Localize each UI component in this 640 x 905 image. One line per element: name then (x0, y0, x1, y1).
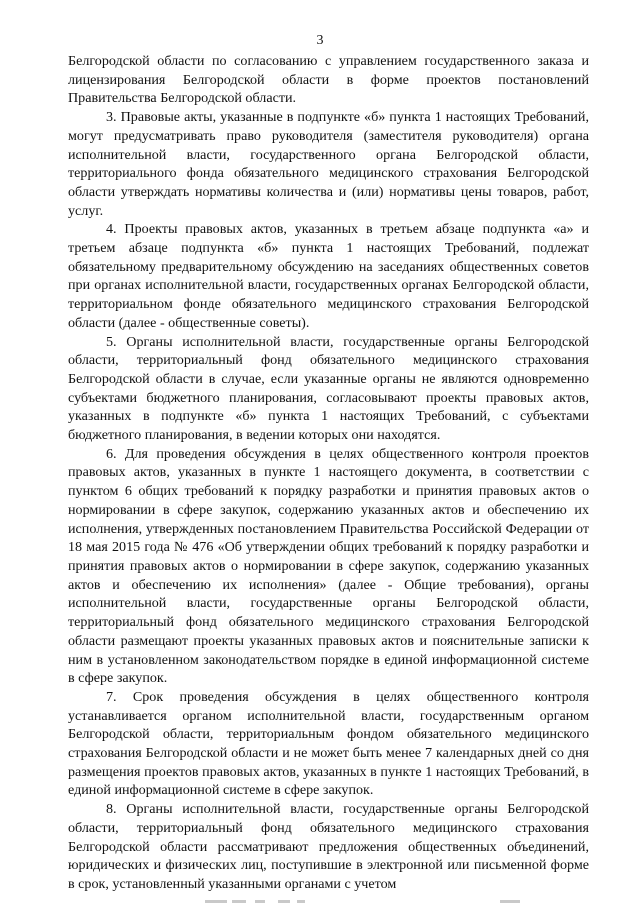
paragraph-item-7: 7. Срок проведения обсуждения в целях общественного контроля устанавливается органом исполнительной власти, государственным органом Белгородской области, территориальным фондом обязательного медицинского страхования Белгородской области и не может быть менее 7 календарных дней со дня размещения проектов правовых актов, указанных в пункте 1 настоящих Требований, в единой информационной системе в сфере закупок. (68, 688, 589, 799)
paragraph-continuation: Белгородской области по согласованию с управлением государственного заказа и лицензирования Белгородской области в форме проектов постановлений Правительства Белгородской области. (68, 53, 589, 107)
page-number: 3 (316, 33, 324, 48)
paragraph-item-3: 3. Правовые акты, указанные в подпункте «б» пункта 1 настоящих Требований, могут предусматривать право руководителя (заместителя руководителя) органа исполнительной власти, государственного органа Белгородской области, территориального фонда обязательного медицинского страхования Белгородской области утверждать нормативы количества и (или) нормативы цены товаров, работ, услуг. (68, 109, 589, 219)
document-body (68, 52, 589, 894)
paragraph-item-5: 5. Органы исполнительной власти, государственные органы Белгородской области, территориальный фонд обязательного медицинского страхования Белгородской области в случае, если указанные органы не являются одновременно субъектами бюджетного планирования, согласовывают проекты правовых актов, указанных в подпункте «б» пункта 1 настоящих Требований, с субъектами бюджетного планирования, в ведении которых они находятся. (68, 333, 589, 444)
paragraph-item-4: 4. Проекты правовых актов, указанных в третьем абзаце подпункта «а» и третьем абзаце подпункта «б» пункта 1 настоящих Требований, подлежат обязательному предварительному обсуждению на заседаниях общественных советов при органах исполнительной власти, государственных органах Белгородской области, территориальном фонде обязательного медицинского страхования Белгородской области (далее - общественные советы). (68, 221, 589, 331)
paragraph-item-6: 6. Для проведения обсуждения в целях общественного контроля проектов правовых актов, указанных в пункте 1 настоящего документа, в соответствии с пунктом 6 общих требований к порядку разработки и принятия правовых актов о нормировании в сфере закупок, содержанию указанных актов и обеспечению их исполнения, утвержденных постановлением Правительства Российской Федерации от 18 мая 2015 года № 476 «Об утверждении общих требований к порядку разработки и принятия правовых актов о нормировании в сфере закупок, содержанию указанных актов и обеспечению их исполнения» (далее - Общие требования), органы исполнительной власти, государственные органы Белгородской области, территориальный фонд обязательного медицинского страхования Белгородской области размещают проекты указанных правовых актов и пояснительные записки к ним в установленном законодательством порядке в единой информационной системе в сфере закупок. (68, 445, 589, 687)
scan-artifact-marks (0, 898, 640, 905)
paragraph-item-8: 8. Органы исполнительной власти, государственные органы Белгородской области, территориальный фонд обязательного медицинского страхования Белгородской области рассматривают предложения общественных объединений, юридических и физических лиц, поступившие в электронной или письменной форме в срок, установленный указанными органами с учетом (68, 801, 589, 892)
